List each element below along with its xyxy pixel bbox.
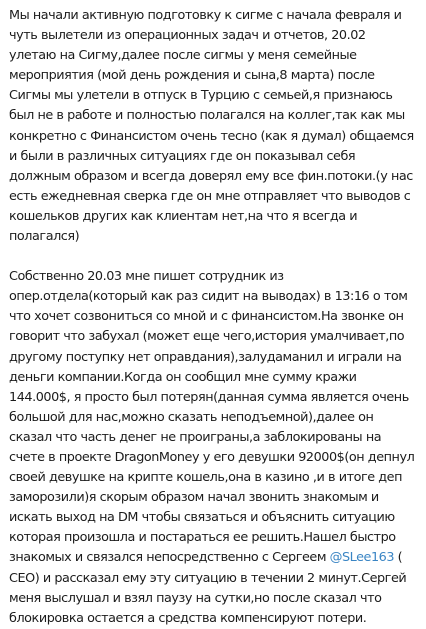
paragraph-2-text-after-mention: ( CEO) и рассказал ему эту ситуацию в течении 2 минут.Сергей меня выслушал и взял паузу на сутки,но после сказал что блокировка остается а средства компенсируют потери. [9,550,407,626]
message-paragraph-2 [9,267,416,629]
paragraph-2-text-before-mention: Собственно 20.03 мне пишет сотрудник из опер.отдела(который как раз сидит на выводах) в 13:16 о том что хочет созвониться со мной и с финансистом.На звонке он говорит что забухал (может еще чего,история умалчивает,по другому поступку нет оправдания),залудаманил и играли на деньги компании.Когда он сообщил мне сумму кражи 144.000$, я просто был потерян(данная сумма является очень большой для нас,можно сказать неподъемной),далее он сказал что часть денег не проиграны,а заблокированы на счете в проекте DragonMoney у его девушки 92000$(он депнул своей девушке на крипте кошель,она в казино ,и в итоге деп заморозили)я скорым образом начал звонить знакомым и искать выход на DM чтобы связаться и объяснить ситуацию которая произошла и постараться ее решить.Нашел быстро знакомых и связался непосредственно с Сергеем [9,269,415,566]
username-mention-link[interactable]: @SLee163 [329,550,395,566]
message-paragraph-1: Мы начали активную подготовку к сигме с начала февраля и чуть вылетели из операционных задач и отчетов, 20.02 улетаю на Сигму,далее после сигмы у меня семейные мероприятия (мой день рождения и сына,8 марта) после Сигмы мы улетели в отпуск в Турцию с семьей,я признаюсь был не в работе и полностью полагался на коллег,так как мы конкретно с Финансистом очень тесно (как я думал) общаемся и были в различных ситуациях где он показывал себя должным образом и всегда доверял ему все фин.потоки.(у нас есть ежедневная сверка где он мне отправляет что выводов с кошельков других как клиентам нет,на что я всегда и полагался) [9,8,414,245]
